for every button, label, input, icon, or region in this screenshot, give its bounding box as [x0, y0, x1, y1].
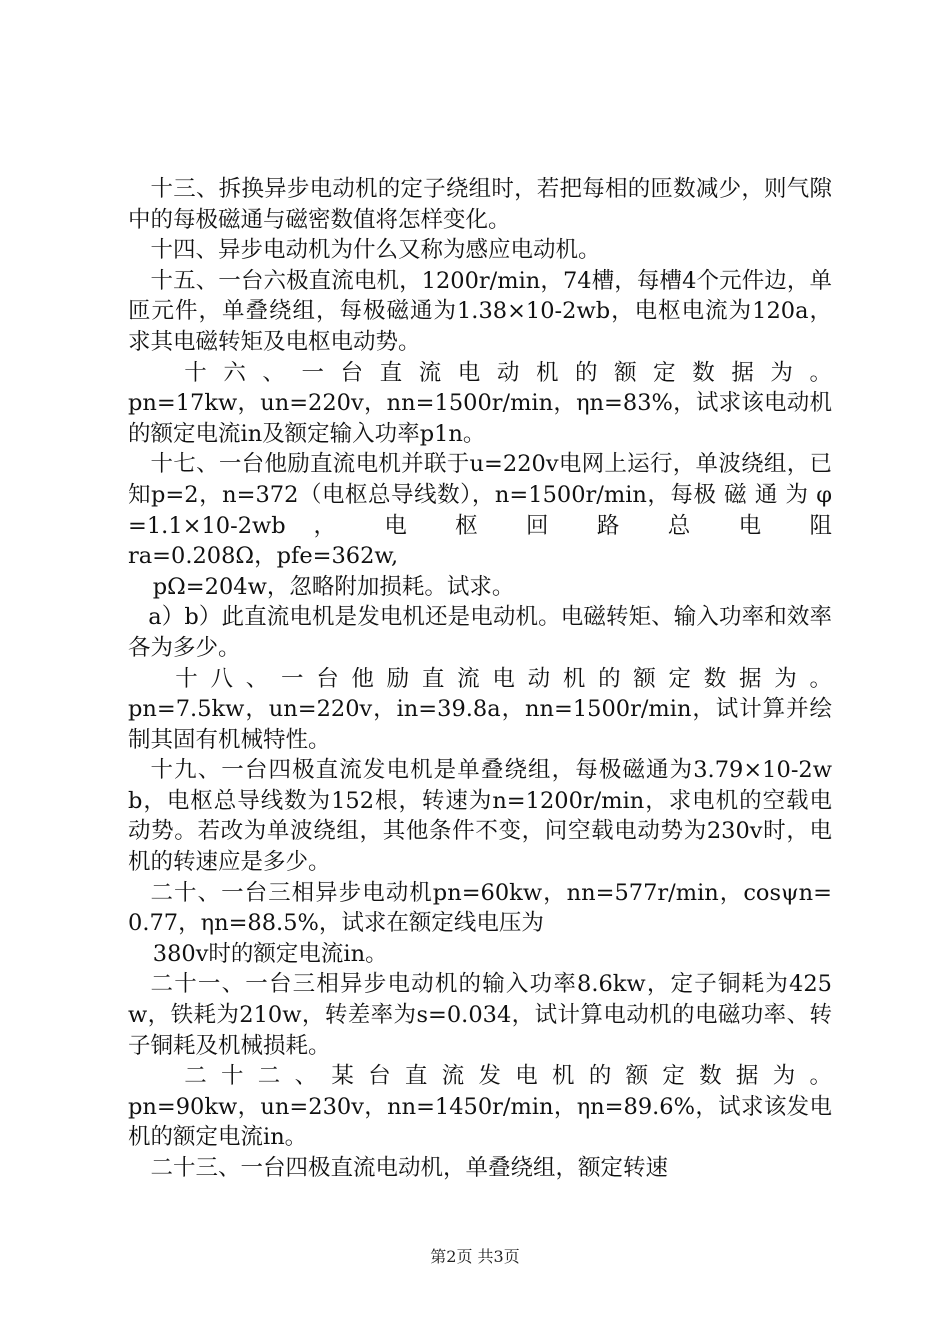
paragraph-20: 二十、一台三相异步电动机pn=60kw，nn=577r/min，cosψn=0.77，ηn=88.5%，试求在额定线电压为 [128, 879, 832, 937]
paragraph-16-heading: 十 六 、 一 台 直 流 电 动 机 的 额 定 数 据 为 。 [184, 359, 832, 386]
document-body [128, 174, 832, 1184]
paragraph-19: 十九、一台四极直流发电机是单叠绕组，每极磁通为3.79×10-2wb，电枢总导线数为152根，转速为n=1200r/min，求电机的空载电动势。若改为单波绕组，其他条件不变，问空载电动势为230v时，电机的转速应是多少。 [128, 757, 832, 876]
paragraph-18-body: pn=7.5kw，un=220v，in=39.8a，nn=1500r/min，试计算并绘制其固有机械特性。 [128, 696, 832, 753]
paragraph-17: 十七、一台他励直流电机并联于u=220v电网上运行，单波绕组，已知p=2，n=372（电枢总导线数），n=1500r/min，每极 磁 通 为 φ=1.1×10-2wb ， 电 枢 回 路 总 电 阻 [128, 451, 832, 539]
paragraph-18-heading: 十 八 、 一 台 他 励 直 流 电 动 机 的 额 定 数 据 为 。 [175, 665, 832, 692]
paragraph-13: 十三、拆换异步电动机的定子绕组时，若把每相的匝数减少，则气隙中的每极磁通与磁密数值将怎样变化。 [128, 176, 832, 233]
paragraph-15: 十五、一台六极直流电机，1200r/min，74槽，每槽4个元件边，单匝元件，单叠绕组，每极磁通为1.38×10-2wb，电枢电流为120a，求其电磁转矩及电枢电动势。 [128, 267, 832, 355]
paragraph-23: 二十三、一台四极直流电动机，单叠绕组，额定转速 [150, 1155, 669, 1181]
paragraph-17-cont-2: pΩ=204w，忽略附加损耗。试求。 [152, 573, 515, 600]
page-number-footer: 第2页 共3页 [430, 1247, 520, 1266]
paragraph-16-body: pn=17kw，un=220v，nn=1500r/min，ηn=83%，试求该电动机的额定电流in及额定输入功率p1n。 [128, 390, 832, 447]
paragraph-17-questions: a）b）此直流电机是发电机还是电动机。电磁转矩、输入功率和效率各为多少。 [128, 604, 832, 661]
paragraph-21: 二十一、一台三相异步电动机的输入功率8.6kw，定子铜耗为425w，铁耗为210w，转差率为s=0.034，试计算电动机的电磁功率、转子铜耗及机械损耗。 [128, 971, 832, 1059]
paragraph-22-heading: 二 十 二 、 某 台 直 流 发 电 机 的 额 定 数 据 为 。 [184, 1063, 832, 1090]
paragraph-17-cont-1: ra=0.208Ω，pfe=362w, [128, 543, 399, 570]
paragraph-20-cont: 380v时的额定电流in。 [152, 940, 388, 967]
paragraph-22-body: pn=90kw，un=230v，nn=1450r/min，ηn=89.6%，试求该发电机的额定电流in。 [128, 1093, 832, 1151]
paragraph-14: 十四、异步电动机为什么又称为感应电动机。 [150, 237, 601, 264]
